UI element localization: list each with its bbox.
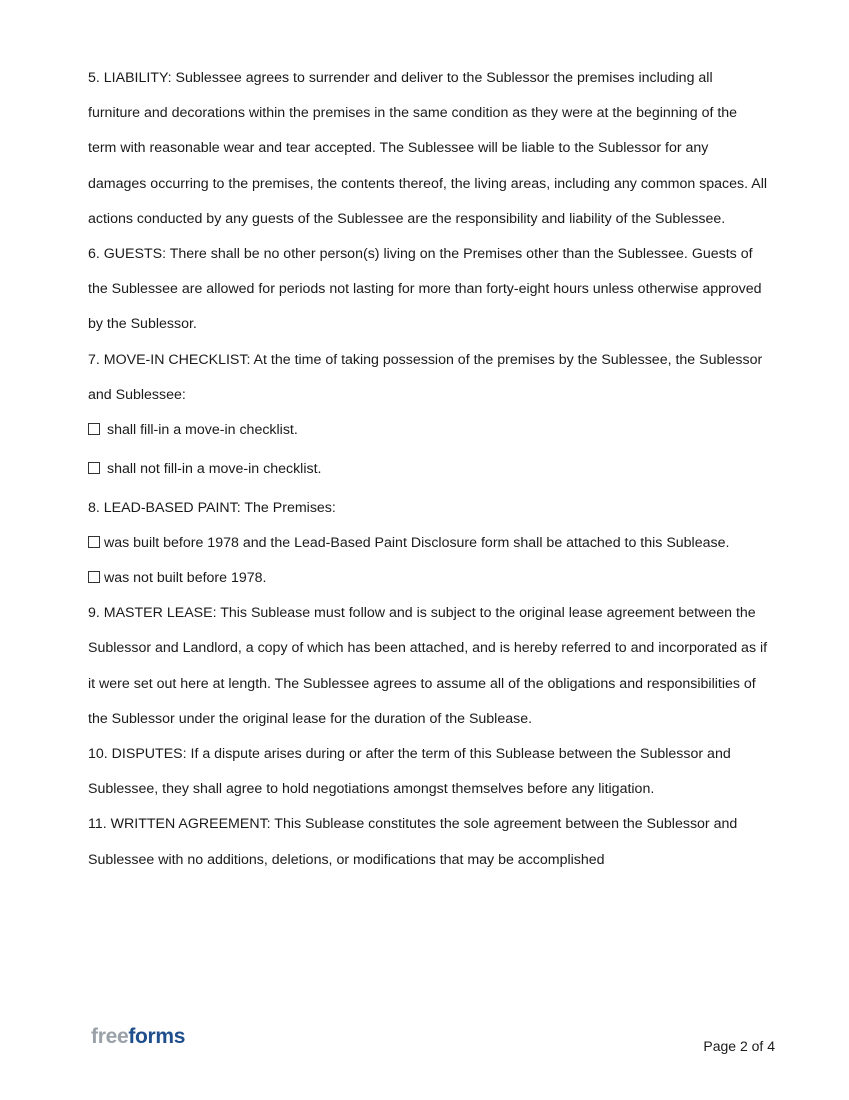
lead-paint-option-not-before-1978-label: was not built before 1978.	[104, 570, 267, 587]
lead-paint-option-before-1978-label: was built before 1978 and the Lead-Based Paint Disclosure form shall be attached to this Sublease.	[104, 535, 730, 552]
checkbox-shall-not-fill-in[interactable]	[88, 462, 100, 474]
checklist-option-fill-in	[88, 413, 768, 448]
checkbox-shall-fill-in[interactable]	[88, 423, 100, 435]
section-6-guests: 6. GUESTS: There shall be no other person(s) living on the Premises other than the Sublessee. Guests of the Sublessee are allowed for periods not lasting for more than forty-eight hours unless otherwise approved by the Sublessor.	[88, 246, 762, 333]
lead-paint-option-before-1978	[88, 526, 768, 561]
freeforms-logo	[91, 1025, 185, 1049]
logo-forms-text: forms	[128, 1025, 186, 1048]
checklist-option-not-fill-in	[88, 452, 768, 487]
document-body	[88, 61, 768, 878]
checklist-option-not-fill-in-label: shall not fill-in a move-in checklist.	[107, 461, 322, 478]
checklist-option-fill-in-label: shall fill-in a move-in checklist.	[107, 422, 298, 439]
section-5-liability: 5. LIABILITY: Sublessee agrees to surrender and deliver to the Sublessor the premises including all furniture and decorations within the premises in the same condition as they were at the beginning of the term with reasonable wear and tear accepted. The Sublessee will be liable to the Sublessor for any damages occurring to the premises, the contents thereof, the living areas, including any common spaces. All actions conducted by any guests of the Sublessee are the responsibility and liability of the Sublessee.	[88, 70, 767, 227]
lead-paint-option-not-before-1978	[88, 561, 768, 596]
section-8-lead-based-paint: 8. LEAD-BASED PAINT: The Premises:	[88, 500, 336, 517]
section-10-disputes: 10. DISPUTES: If a dispute arises during or after the term of this Sublease between the Sublessor and Sublessee, they shall agree to hold negotiations amongst themselves before any litigation.	[88, 746, 731, 798]
logo-free-text: free	[91, 1025, 129, 1048]
section-9-master-lease: 9. MASTER LEASE: This Sublease must follow and is subject to the original lease agreement between the Sublessor and Landlord, a copy of which has been attached, and is hereby referred to and incorporated as if it were set out here at length. The Sublessee agrees to assume all of the obligations and responsibilities of the Sublessor under the original lease for the duration of the Sublease.	[88, 605, 768, 727]
section-11-written-agreement: 11. WRITTEN AGREEMENT: This Sublease constitutes the sole agreement between the Sublessor and Sublessee with no additions, deletions, or modifications that may be accomplished	[88, 816, 738, 868]
checkbox-built-before-1978[interactable]	[88, 536, 100, 548]
checkbox-not-built-before-1978[interactable]	[88, 571, 100, 583]
page-number: Page 2 of 4	[703, 1038, 775, 1054]
section-7-move-in-checklist: 7. MOVE-IN CHECKLIST: At the time of taking possession of the premises by the Sublessee, the Sublessor and Sublessee:	[88, 351, 763, 403]
